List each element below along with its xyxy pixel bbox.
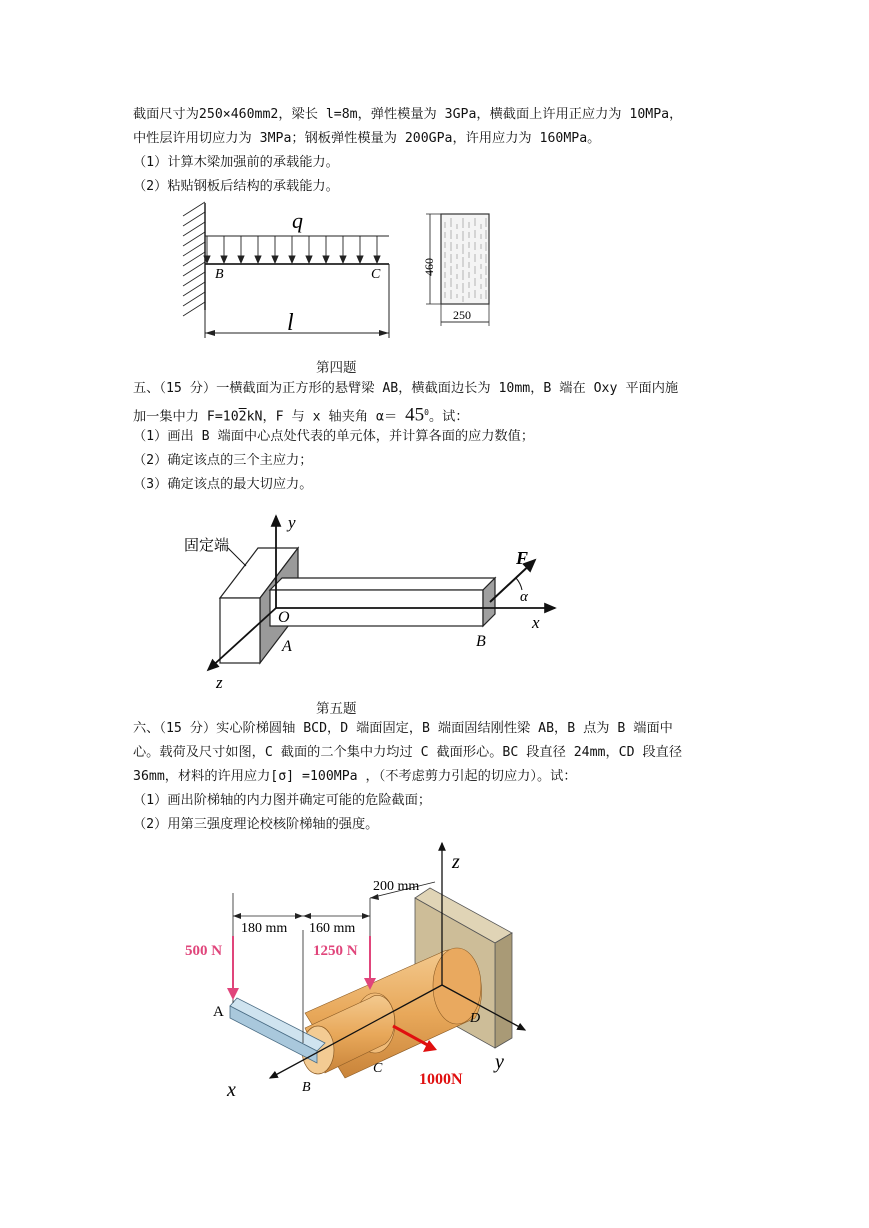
problem6-item-1: （1）画出阶梯轴的内力图并确定可能的危险截面； <box>133 793 432 808</box>
problem5-force-text: 加一集中力 F=10 <box>133 409 239 425</box>
dim-180mm: 180 mm <box>241 921 288 936</box>
force-f-arrow <box>490 560 535 602</box>
problem5-line-1: 五、（15 分）一横截面为正方形的悬臂梁 AB，横截面边长为 10mm，B 端在 Oxy 平面内施 <box>133 381 679 396</box>
problem4-line-2: 中性层许用切应力为 3MPa；钢板弹性模量为 200GPa，许用应力为 160MPa。 <box>133 131 601 146</box>
problem4-line-1: 截面尺寸为250×460mm2，梁长 l=8m，弹性模量为 3GPa，横截面上许用正应力为 10MPa， <box>133 107 683 122</box>
sqrt-2: 2 <box>238 409 247 425</box>
label-z6: z <box>452 851 460 873</box>
dim-200mm: 200 mm <box>373 879 420 894</box>
problem4-item-2: （2）粘贴钢板后结构的承载能力。 <box>133 179 339 194</box>
problem6-line-1: 六、（15 分）实心阶梯圆轴 BCD，D 端面固定，B 端面固结刚性梁 AB，B 点为 B 端面中 <box>133 721 673 736</box>
label-1250n: 1250 N <box>313 943 358 959</box>
distributed-load-arrows <box>204 236 380 263</box>
figure-cantilever-udl <box>175 198 515 348</box>
point-c-label: C <box>371 267 381 282</box>
degree-mark: 0 <box>424 408 429 417</box>
label-500n: 500 N <box>185 943 223 959</box>
label-y6: y <box>495 1051 504 1073</box>
problem5-item-3: （3）确定该点的最大切应力。 <box>133 477 313 492</box>
angle-45: 45 <box>405 404 425 426</box>
problem6-line-3: 36mm，材料的许用应力[σ] =100MPa ，（不考虑剪力引起的切应力）。试： <box>133 769 577 784</box>
label-a: A <box>282 638 292 655</box>
height-dim-460: 460 <box>422 258 436 276</box>
problem6-item-2: （2）用第三强度理论校核阶梯轴的强度。 <box>133 817 379 832</box>
figure-stepped-shaft <box>175 838 535 1103</box>
label-alpha: α <box>520 589 528 605</box>
problem6-line-2: 心。载荷及尺寸如图，C 截面的二个集中力均过 C 截面形心。BC 段直径 24mm，CD 段直径 <box>133 745 683 760</box>
cross-section-rect <box>441 214 489 304</box>
caption-problem4: 第四题 <box>316 360 357 376</box>
load-label-q: q <box>292 208 303 233</box>
width-dim-250: 250 <box>453 308 471 322</box>
dim-160mm: 160 mm <box>309 921 356 936</box>
label-b: B <box>476 633 486 650</box>
label-1000n: 1000N <box>419 1071 463 1088</box>
label-a6: A <box>213 1004 224 1020</box>
label-o: O <box>278 609 290 626</box>
label-x: x <box>532 613 540 632</box>
length-label-l: l <box>287 310 294 336</box>
point-b-label: B <box>215 267 224 282</box>
label-fixed-end: 固定端 <box>184 538 230 554</box>
label-c6: C <box>373 1061 383 1076</box>
problem5-line-2 <box>133 404 469 426</box>
caption-problem5: 第五题 <box>316 701 357 717</box>
figure-cantilever-3d <box>170 508 570 693</box>
label-z: z <box>216 673 223 692</box>
problem4-item-1: （1）计算木梁加强前的承载能力。 <box>133 155 339 170</box>
label-f: F <box>516 548 529 568</box>
label-y: y <box>288 513 296 532</box>
problem5-item-2: （2）确定该点的三个主应力； <box>133 453 313 468</box>
problem5-angle-text: kN，F 与 x 轴夹角 α＝ <box>246 409 406 425</box>
label-b6: B <box>302 1080 311 1095</box>
problem5-try: 。试： <box>428 409 469 425</box>
problem5-item-1: （1）画出 B 端面中心点处代表的单元体，并计算各面的应力数值； <box>133 429 535 444</box>
label-x6: x <box>227 1079 236 1101</box>
label-d6: D <box>470 1011 481 1026</box>
